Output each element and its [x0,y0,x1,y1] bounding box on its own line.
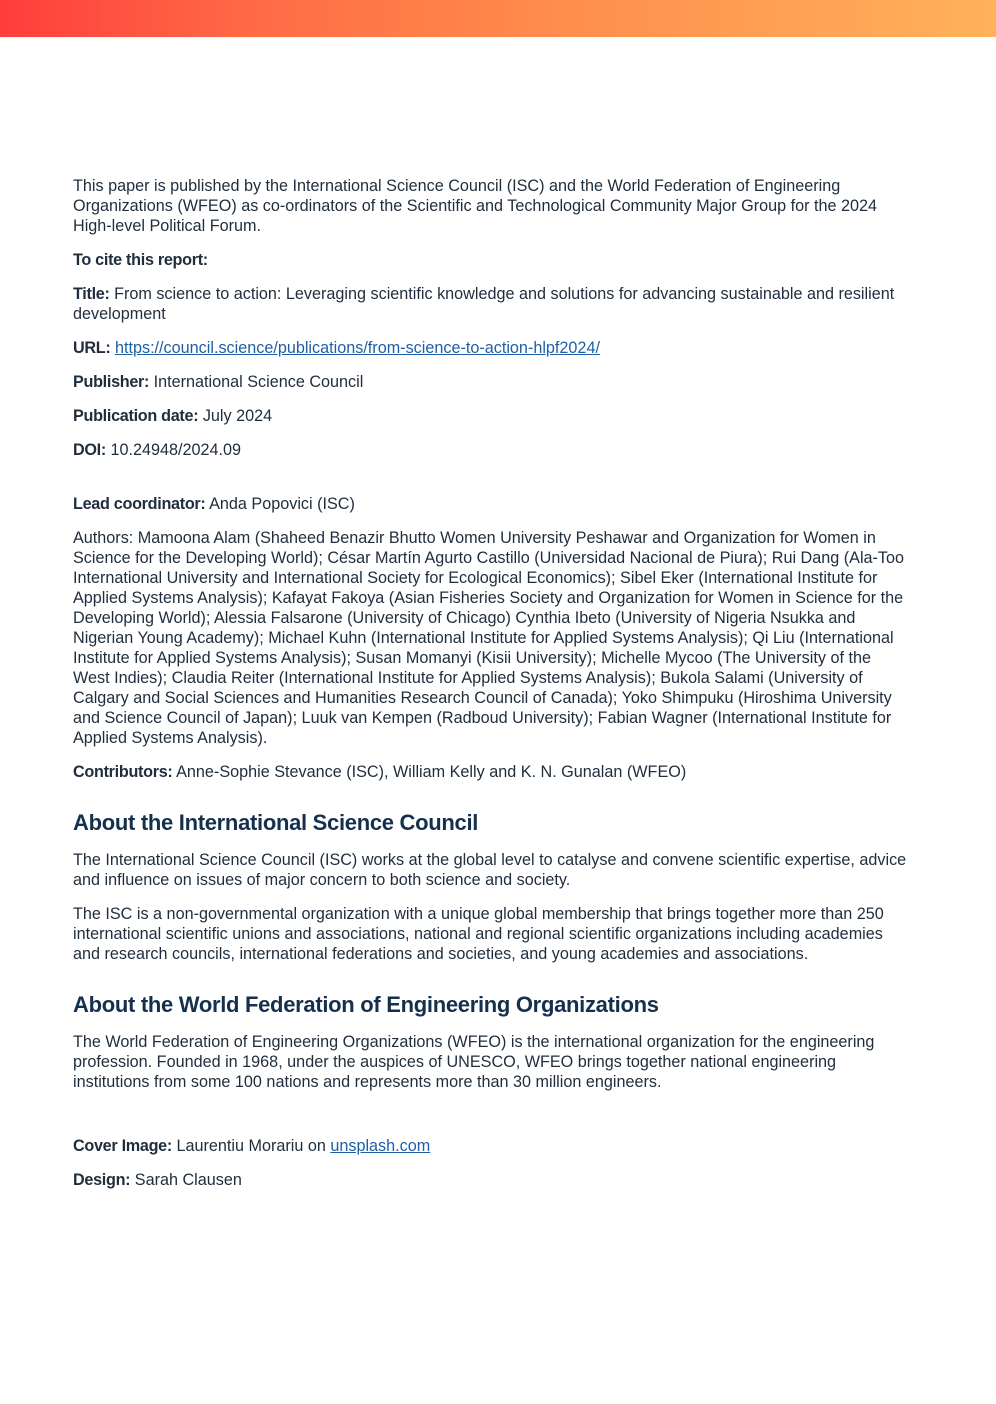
top-gradient-bar [0,0,996,37]
lead-coordinator [73,494,908,514]
about-wfeo-paragraph: The World Federation of Engineering Organizations (WFEO) is the international organization for the engineering profession. Founded in 1968, under the auspices of UNESCO, WFEO brings together national engineering institutions from some 100 nations and represents more than 30 million engineers. [73,1033,875,1091]
contributors-value: Anne-Sophie Stevance (ISC), William Kelly and K. N. Gunalan (WFEO) [176,763,687,781]
contributors [73,762,908,782]
contributors-label: Contributors: [73,763,173,781]
unsplash-link[interactable]: unsplash.com [330,1137,431,1155]
cite-publisher [73,372,908,392]
cite-doi-value: 10.24948/2024.09 [110,441,242,459]
lead-coordinator-value: Anda Popovici (ISC) [209,495,355,513]
cover-image-credit [73,1136,908,1156]
design-value: Sarah Clausen [134,1171,242,1189]
cite-doi [73,440,908,460]
cite-publisher-value: International Science Council [153,373,364,391]
cover-image-label: Cover Image: [73,1137,172,1155]
authors-paragraph: Authors: Mamoona Alam (Shaheed Benazir Bhutto Women University Peshawar and Organization for Women in Science for the Developing World); César Martín Agurto Castillo (Universidad Nacional de Piura); Rui Dang (Ala-Too International University and International Society for Ecological Economics); Sibel Eker (International Institute for Applied Systems Analysis); Kafayat Fakoya (Asian Fisheries Society and Organization for Women in Science for the Developing World); Alessia Falsarone (University of Chicago) Cynthia Ibeto (University of Nigeria Nsukka and Nigerian Young Academy); Michael Kuhn (International Institute for Applied Systems Analysis); Qi Liu (International Institute for Applied Systems Analysis); Susan Momanyi (Kisii University); Michelle Mycoo (The University of the West Indies); Claudia Reiter (International Institute for Applied Systems Analysis); Bukola Salami (University of Calgary and Social Sciences and Humanities Research Council of Canada); Yoko Shimpuku (Hiroshima University and Science Council of Japan); Luuk van Kempen (Radboud University); Fabian Wagner (International Institute for Applied Systems Analysis). [73,529,905,747]
cite-date-value: July 2024 [202,407,273,425]
cite-title [73,284,908,324]
cite-title-value: From science to action: Leveraging scientific knowledge and solutions for advancing sustainable and resilient development [73,285,895,323]
about-isc-heading: About the International Science Council [73,810,479,835]
document-body [73,176,908,1204]
design-credit [73,1170,908,1190]
cover-image-value: Laurentiu Morariu on [176,1137,326,1155]
about-wfeo-heading: About the World Federation of Engineering Organizations [73,992,659,1017]
cite-url-label: URL: [73,339,111,357]
cite-title-label: Title: [73,285,110,303]
cite-heading: To cite this report: [73,251,208,269]
about-isc-paragraph-2: The ISC is a non-governmental organization with a unique global membership that brings together more than 250 international scientific unions and associations, national and regional scientific organizations including academies and research councils, international federations and societies, and young academies and associations. [73,905,884,963]
cite-doi-label: DOI: [73,441,106,459]
lead-coordinator-label: Lead coordinator: [73,495,206,513]
design-label: Design: [73,1171,131,1189]
cite-publisher-label: Publisher: [73,373,150,391]
intro-paragraph: This paper is published by the International Science Council (ISC) and the World Federation of Engineering Organizations (WFEO) as co-ordinators of the Scientific and Technological Community Major Group for the 2024 High-level Political Forum. [73,177,878,235]
cite-date-label: Publication date: [73,407,199,425]
cite-date [73,406,908,426]
about-isc-paragraph-1: The International Science Council (ISC) works at the global level to catalyse and convene scientific expertise, advice and influence on issues of major concern to both science and society. [73,851,907,889]
report-url-link[interactable]: https://council.science/publications/from-science-to-action-hlpf2024/ [114,339,600,357]
cite-url [73,338,908,358]
